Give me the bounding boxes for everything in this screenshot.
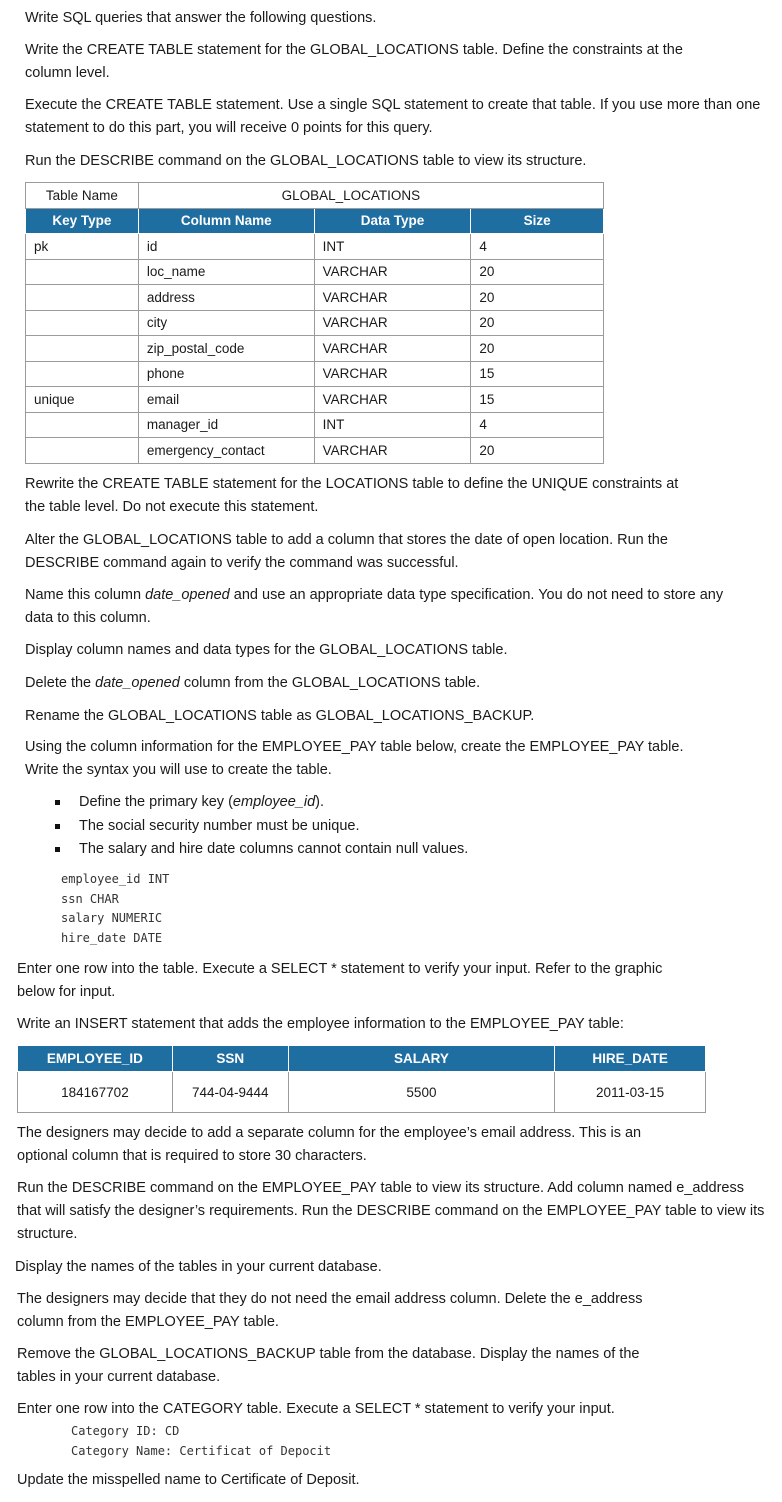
question-15: Display the names of the tables in your current database. bbox=[15, 1259, 382, 1275]
cell-size: 20 bbox=[471, 438, 604, 464]
question-12: Write an INSERT statement that adds the employee information to the EMPLOYEE_PAY table: bbox=[17, 1016, 624, 1032]
b1-text-c: ). bbox=[315, 794, 325, 810]
cell-column: city bbox=[138, 310, 314, 336]
cell-column: id bbox=[138, 234, 314, 260]
q2-line1: Execute the CREATE TABLE statement. Use a single SQL statement to create that table. If you use more than one bbox=[25, 97, 761, 113]
cell-size: 20 bbox=[471, 285, 604, 311]
cell-key bbox=[26, 438, 139, 464]
cell-type: VARCHAR bbox=[314, 310, 471, 336]
question-8 bbox=[25, 672, 480, 695]
cell-column: emergency_contact bbox=[138, 438, 314, 464]
cell-size: 20 bbox=[471, 310, 604, 336]
header-ssn: SSN bbox=[172, 1046, 288, 1072]
q1-line2: column level. bbox=[25, 65, 110, 81]
q10-line1: Using the column information for the EMPLOYEE_PAY table below, create the EMPLOYEE_PAY table. bbox=[25, 739, 684, 755]
cell-hire-date: 2011-03-15 bbox=[555, 1072, 706, 1113]
requirements-list bbox=[55, 791, 468, 862]
cell-key bbox=[26, 259, 139, 285]
q14-line3: structure. bbox=[17, 1226, 78, 1242]
header-data-type: Data Type bbox=[314, 208, 471, 234]
header-column-name: Column Name bbox=[138, 208, 314, 234]
cell-size: 4 bbox=[471, 234, 604, 260]
cell-key: unique bbox=[26, 387, 139, 413]
cell-type: VARCHAR bbox=[314, 361, 471, 387]
question-3: Run the DESCRIBE command on the GLOBAL_LOCATIONS table to view its structure. bbox=[25, 153, 587, 169]
cell-size: 15 bbox=[471, 387, 604, 413]
cell-key bbox=[26, 361, 139, 387]
cell-type: INT bbox=[314, 234, 471, 260]
question-13 bbox=[17, 1122, 641, 1168]
cell-type: VARCHAR bbox=[314, 336, 471, 362]
global-locations-table bbox=[25, 182, 604, 464]
question-18: Enter one row into the CATEGORY table. Execute a SELECT * statement to verify your input. bbox=[17, 1401, 615, 1417]
list-item: The social security number must be unique. bbox=[55, 815, 468, 839]
cell-column: phone bbox=[138, 361, 314, 387]
table-name-label: Table Name bbox=[26, 183, 139, 209]
q11-line2: below for input. bbox=[17, 984, 116, 1000]
question-11 bbox=[17, 958, 662, 1004]
question-1 bbox=[25, 39, 683, 85]
table-row bbox=[26, 285, 604, 311]
employee-pay-columns-code: employee_id INT ssn CHAR salary NUMERIC hire_date DATE bbox=[61, 872, 170, 945]
cell-type: VARCHAR bbox=[314, 285, 471, 311]
q6-text-a: Name this column bbox=[25, 587, 146, 603]
cell-type: VARCHAR bbox=[314, 438, 471, 464]
cell-size: 20 bbox=[471, 259, 604, 285]
q6-text-c: and use an appropriate data type specification. You do not need to store any bbox=[229, 587, 724, 603]
q5-line2: DESCRIBE command again to verify the command was successful. bbox=[25, 555, 459, 571]
q8-column-name: date_opened bbox=[95, 675, 180, 691]
question-2 bbox=[25, 94, 760, 140]
cell-column: manager_id bbox=[138, 412, 314, 438]
category-row-code: Category ID: CD Category Name: Certificat of Depocit bbox=[71, 1424, 332, 1458]
q17-line2: tables in your current database. bbox=[17, 1369, 221, 1385]
q10-line2: Write the syntax you will use to create the table. bbox=[25, 762, 332, 778]
intro-text: Write SQL queries that answer the following questions. bbox=[25, 10, 377, 26]
q14-line1: Run the DESCRIBE command on the EMPLOYEE_PAY table to view its structure. Add column named e_address bbox=[17, 1180, 744, 1196]
table-row bbox=[26, 412, 604, 438]
table-name-row bbox=[26, 183, 604, 209]
b1-text-a: Define the primary key ( bbox=[79, 794, 233, 810]
cell-employee-id: 184167702 bbox=[18, 1072, 173, 1113]
question-6 bbox=[25, 584, 723, 630]
q4-line2: the table level. Do not execute this statement. bbox=[25, 499, 319, 515]
b1-column: employee_id bbox=[232, 794, 316, 810]
q16-line1: The designers may decide that they do not need the email address column. Delete the e_address bbox=[17, 1291, 643, 1307]
cell-size: 20 bbox=[471, 336, 604, 362]
q1-line1: Write the CREATE TABLE statement for the GLOBAL_LOCATIONS table. Define the constraints at the bbox=[25, 42, 683, 58]
cell-key bbox=[26, 285, 139, 311]
cell-key bbox=[26, 310, 139, 336]
cell-type: VARCHAR bbox=[314, 259, 471, 285]
list-item: The salary and hire date columns cannot contain null values. bbox=[55, 838, 468, 862]
q5-line1: Alter the GLOBAL_LOCATIONS table to add a column that stores the date of open location. Run the bbox=[25, 532, 668, 548]
table-row bbox=[26, 336, 604, 362]
cell-type: INT bbox=[314, 412, 471, 438]
cell-column: email bbox=[138, 387, 314, 413]
q8-text-c: column from the GLOBAL_LOCATIONS table. bbox=[179, 675, 481, 691]
table-header-row bbox=[26, 208, 604, 234]
cell-key bbox=[26, 412, 139, 438]
cell-column: zip_postal_code bbox=[138, 336, 314, 362]
question-5 bbox=[25, 529, 668, 575]
header-key-type: Key Type bbox=[26, 208, 139, 234]
header-salary: SALARY bbox=[288, 1046, 554, 1072]
cell-key bbox=[26, 336, 139, 362]
table-row bbox=[26, 310, 604, 336]
q13-line1: The designers may decide to add a separate column for the employee’s email address. This is an bbox=[17, 1125, 642, 1141]
q11-line1: Enter one row into the table. Execute a SELECT * statement to verify your input. Refer to the graphic bbox=[17, 961, 663, 977]
list-item bbox=[55, 791, 468, 815]
q6-text-d: data to this column. bbox=[25, 610, 151, 626]
question-10 bbox=[25, 736, 684, 782]
cell-size: 4 bbox=[471, 412, 604, 438]
table-row bbox=[26, 234, 604, 260]
table-name-value: GLOBAL_LOCATIONS bbox=[138, 183, 603, 209]
q17-line1: Remove the GLOBAL_LOCATIONS_BACKUP table from the database. Display the names of the bbox=[17, 1346, 640, 1362]
question-4 bbox=[25, 473, 678, 519]
q16-line2: column from the EMPLOYEE_PAY table. bbox=[17, 1314, 279, 1330]
question-9: Rename the GLOBAL_LOCATIONS table as GLOBAL_LOCATIONS_BACKUP. bbox=[25, 708, 535, 724]
header-hire-date: HIRE_DATE bbox=[555, 1046, 706, 1072]
cell-type: VARCHAR bbox=[314, 387, 471, 413]
cell-column: address bbox=[138, 285, 314, 311]
q8-text-a: Delete the bbox=[25, 675, 96, 691]
question-14 bbox=[17, 1177, 764, 1246]
question-16 bbox=[17, 1288, 643, 1334]
q6-column-name: date_opened bbox=[145, 587, 230, 603]
cell-ssn: 744-04-9444 bbox=[172, 1072, 288, 1113]
table-header-row bbox=[18, 1046, 706, 1072]
q14-line2: that will satisfy the designer’s requirements. Run the DESCRIBE command on the EMPLOYEE_PAY table to view its bbox=[17, 1203, 765, 1219]
question-17 bbox=[17, 1343, 639, 1389]
cell-salary: 5500 bbox=[288, 1072, 554, 1113]
table-row bbox=[26, 361, 604, 387]
q2-line2: statement to do this part, you will receive 0 points for this query. bbox=[25, 120, 433, 136]
q13-line2: optional column that is required to store 30 characters. bbox=[17, 1148, 367, 1164]
cell-size: 15 bbox=[471, 361, 604, 387]
cell-key: pk bbox=[26, 234, 139, 260]
question-19: Update the misspelled name to Certificate of Deposit. bbox=[17, 1472, 360, 1488]
q4-line1: Rewrite the CREATE TABLE statement for the LOCATIONS table to define the UNIQUE constraints at bbox=[25, 476, 679, 492]
table-row bbox=[26, 259, 604, 285]
table-row bbox=[26, 438, 604, 464]
header-size: Size bbox=[471, 208, 604, 234]
question-7: Display column names and data types for the GLOBAL_LOCATIONS table. bbox=[25, 642, 508, 658]
table-row bbox=[26, 387, 604, 413]
cell-column: loc_name bbox=[138, 259, 314, 285]
header-employee-id: EMPLOYEE_ID bbox=[18, 1046, 173, 1072]
employee-pay-table bbox=[17, 1045, 706, 1113]
table-row bbox=[18, 1072, 706, 1113]
